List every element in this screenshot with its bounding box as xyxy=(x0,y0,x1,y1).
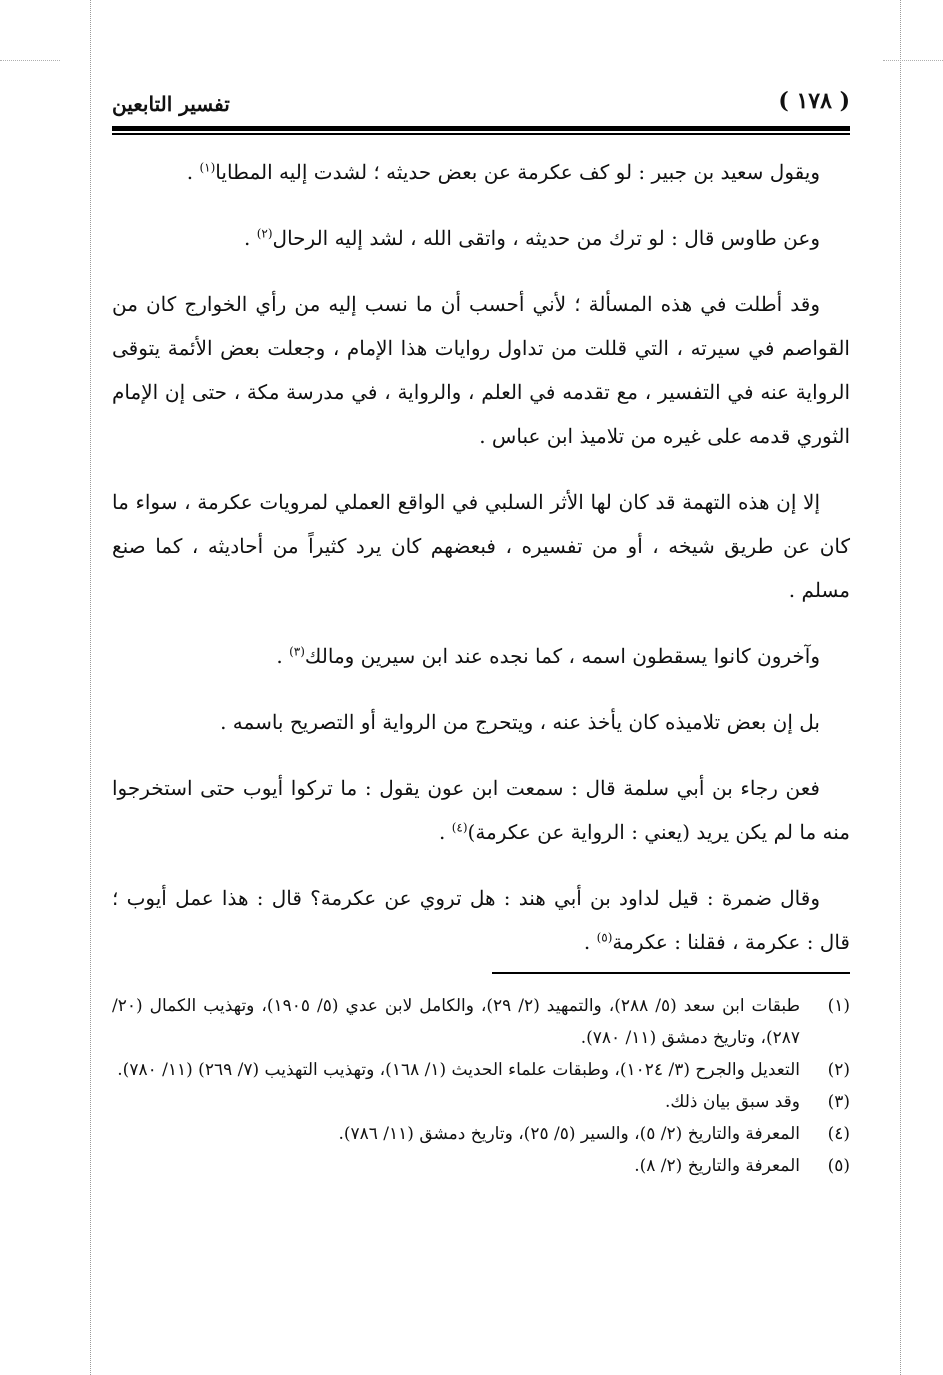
footnote-text: وقد سبق بيان ذلك. xyxy=(664,1092,800,1112)
footnotes xyxy=(112,990,850,1182)
crop-mark-top-left xyxy=(0,60,60,61)
paragraph: فعن رجاء بن أبي سلمة قال : سمعت ابن عون يقول : ما تركوا أيوب حتى استخرجوا منه ما لم يكن يريد (يعني : الرواية عن عكرمة)$^{(٤)}$ . xyxy=(112,776,850,844)
footnote xyxy=(112,1054,850,1086)
page-number: ( ١٧٨ ) xyxy=(778,88,850,114)
paragraph: ويقول سعيد بن جبير : لو كف عكرمة عن بعض حديثه ؛ لشدت إليه المطايا$^{(١)}$ . xyxy=(186,160,820,184)
paragraph: وآخرون كانوا يسقطون اسمه ، كما نجده عند ابن سيرين ومالك$^{(٣)}$ . xyxy=(276,644,820,668)
crop-mark-left xyxy=(90,0,91,1375)
paragraph: إلا إن هذه التهمة قد كان لها الأثر السلبي في الواقع العملي لمرويات عكرمة ، سواء ما كان عن طريق شيخه ، أو من تفسيره ، فبعضهم كان يرد كثيراً من أحاديثه ، كما صنع مسلم . xyxy=(112,490,850,602)
footnote xyxy=(112,1118,850,1150)
footnote xyxy=(112,990,850,1054)
footnote-ref: (١) xyxy=(199,160,216,175)
running-title: تفسير التابعين xyxy=(112,92,230,116)
footnote-number: (٥) xyxy=(827,1156,850,1176)
footnote-text: التعديل والجرح (٣/ ١٠٢٤)، وطبقات علماء الحديث (١/ ١٦٨)، وتهذيب التهذيب (٧/ ٢٦٩) (١١/ ٧٨٠). xyxy=(117,1060,800,1080)
crop-mark-right xyxy=(900,0,901,1375)
footnote-ref: (٣) xyxy=(289,644,305,659)
footnote-number: (١) xyxy=(827,996,850,1016)
page-header xyxy=(112,80,850,126)
footnote-text: طبقات ابن سعد (٥/ ٢٨٨)، والتمهيد (٢/ ٢٩)، والكامل لابن عدي (٥/ ١٩٠٥)، وتهذيب الكمال (٢٠/ ٢٨٧)، وتاريخ دمشق (١١/ ٧٨٠). xyxy=(112,996,800,1048)
header-rule-thin xyxy=(112,133,850,135)
footnote xyxy=(112,1086,850,1118)
footnote-ref: (٥) xyxy=(596,930,613,945)
footnote-ref: (٤) xyxy=(451,820,468,835)
crop-mark-top-right xyxy=(883,60,943,61)
header-rule-thick xyxy=(112,126,850,131)
footnote-text: المعرفة والتاريخ (٢/ ٨). xyxy=(634,1156,800,1176)
paragraph: وعن طاوس قال : لو ترك من حديثه ، واتقى الله ، لشد إليه الرحال$^{(٢)}$ . xyxy=(244,226,820,250)
footnote-number: (٢) xyxy=(827,1060,850,1080)
paragraph: وقال ضمرة : قيل لداود بن أبي هند : هل تروي عن عكرمة؟ قال : هذا عمل أيوب ؛ قال : عكرمة ، فقلنا : عكرمة$^{(٥)}$ . xyxy=(112,886,850,954)
footnote-ref: (٢) xyxy=(256,226,273,241)
footnote-text: المعرفة والتاريخ (٢/ ٥)، والسير (٥/ ٢٥)، وتاريخ دمشق (١١/ ٧٨٦). xyxy=(338,1124,800,1144)
paragraph: وقد أطلت في هذه المسألة ؛ لأني أحسب أن ما نسب إليه من رأي الخوارج كان من القواصم في سيرته ، التي قللت من تداول روايات هذا الإمام ، وجعلت بعض الأئمة يتوقى الرواية عنه في التفسير ، مع تقدمه في العلم ، والرواية ، في مدرسة مكة ، حتى إن الإمام الثوري قدمه على غيره من تلاميذ ابن عباس . xyxy=(112,292,850,448)
footnote-number: (٣) xyxy=(827,1092,850,1112)
paragraph: بل إن بعض تلاميذه كان يأخذ عنه ، ويتحرج من الرواية أو التصريح باسمه . xyxy=(220,710,820,734)
footnote-number: (٤) xyxy=(827,1124,850,1144)
body-text xyxy=(112,150,850,986)
footnote xyxy=(112,1150,850,1182)
footnote-separator xyxy=(492,972,850,974)
